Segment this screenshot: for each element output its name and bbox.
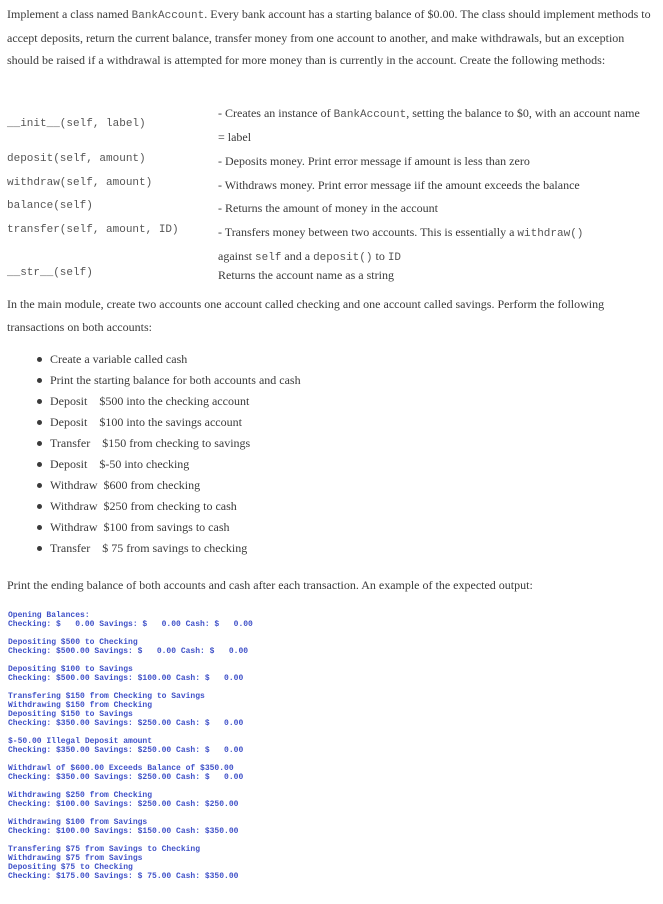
method-desc-transfer-d: to [372,249,388,263]
output-line: Transfering $75 from Savings to Checking [8,845,201,854]
method-desc-transfer-b: against [218,249,255,263]
output-block [8,692,253,728]
method-desc-transfer [218,221,648,269]
method-name-withdraw: withdraw(self, amount) [7,177,153,189]
method-row-deposit [7,148,657,172]
output-line: Withdrawing $150 from Checking [8,701,153,710]
intro-text-a: Implement a class named [7,7,132,21]
output-block [8,818,253,836]
method-row-withdraw [7,172,657,195]
method-desc-transfer-code3: deposit() [313,252,373,264]
method-row-str [7,265,657,287]
output-line: Checking: $175.00 Savings: $ 75.00 Cash: $350.00 [8,872,239,881]
method-desc-init [218,102,648,148]
method-name-transfer: transfer(self, amount, ID) [7,224,179,236]
ending-paragraph: Print the ending balance of both accounts and cash after each transaction. An example of the expected output: [7,578,533,592]
list-item: Deposit $100 into the savings account [37,412,301,433]
output-line: Checking: $350.00 Savings: $250.00 Cash: $ 0.00 [8,773,244,782]
output-line: Opening Balances: [8,611,90,620]
method-desc-transfer-code4: ID [387,252,402,264]
output-line: Checking: $100.00 Savings: $150.00 Cash: $350.00 [8,827,239,836]
method-row-balance [7,195,657,219]
output-line: Withdrawing $75 from Savings [8,854,143,863]
output-line: Checking: $100.00 Savings: $250.00 Cash: $250.00 [8,800,239,809]
list-item: Withdraw $100 from savings to cash [37,517,301,538]
list-item: Transfer $ 75 from savings to checking [37,538,301,559]
output-line: Depositing $500 to Checking [8,638,138,647]
methods-table [7,98,657,283]
output-block [8,638,253,656]
list-item: Withdraw $250 from checking to cash [37,496,301,517]
method-name-deposit: deposit(self, amount) [7,153,146,165]
list-item: Create a variable called cash [37,349,301,370]
output-block [8,665,253,683]
list-item: Deposit $500 into the checking account [37,391,301,412]
expected-output [8,611,253,890]
method-desc-transfer-code1: withdraw() [517,228,584,240]
method-row-init [7,98,657,144]
method-desc-balance: - Returns the amount of money in the account [218,201,438,215]
method-desc-deposit: - Deposits money. Print error message if amount is less than zero [218,154,530,168]
method-desc-init-a: - Creates an instance of [218,106,334,120]
output-block [8,764,253,782]
output-block [8,737,253,755]
output-line: Depositing $100 to Savings [8,665,133,674]
output-line: Checking: $500.00 Savings: $100.00 Cash: $ 0.00 [8,674,244,683]
main-module-paragraph: In the main module, create two accounts one account called checking and one account called savings. Perform the following transactions on both accounts: [7,297,605,334]
output-line: Withdrawing $100 from Savings [8,818,148,827]
class-name-code: BankAccount [131,10,205,22]
intro-text-b: . Every bank account has a starting balance of $0.00. The class should implement methods to accept deposits, return the current balance, transfer money from one account to another, and make withdrawals, but an exception should be raised if a withdrawal is attempted for more money than is currently in the account. Create the following methods: [7,7,651,67]
method-desc-transfer-code2: self [255,252,282,264]
method-desc-transfer-a: - Transfers money between two accounts. This is essentially a [218,225,518,239]
list-item: Deposit $-50 into checking [37,454,301,475]
method-desc-str: Returns the account name as a string [218,268,394,282]
output-line: Depositing $75 to Checking [8,863,133,872]
output-block [8,845,253,881]
output-line: Checking: $350.00 Savings: $250.00 Cash: $ 0.00 [8,746,244,755]
output-line: Depositing $150 to Savings [8,710,133,719]
list-item: Withdraw $600 from checking [37,475,301,496]
output-line: Checking: $350.00 Savings: $250.00 Cash: $ 0.00 [8,719,244,728]
method-desc-init-b: , setting the balance to $0, with an account name = label [218,106,640,144]
output-line: Checking: $500.00 Savings: $ 0.00 Cash: $ 0.00 [8,647,249,656]
output-block [8,611,253,629]
output-block [8,791,253,809]
method-desc-transfer-c: and a [281,249,314,263]
method-name-str: __str__(self) [7,267,93,279]
list-item: Transfer $150 from checking to savings [37,433,301,454]
output-line: Withdrawing $250 from Checking [8,791,153,800]
output-line: Checking: $ 0.00 Savings: $ 0.00 Cash: $ 0.00 [8,620,253,629]
transaction-list [37,349,301,559]
list-item: Print the starting balance for both accounts and cash [37,370,301,391]
method-row-transfer [7,219,657,265]
intro-paragraph [7,3,652,71]
method-name-balance: balance(self) [7,200,93,212]
method-desc-withdraw: - Withdraws money. Print error message iif the amount exceeds the balance [218,178,580,192]
output-line: Withdrawl of $600.00 Exceeds Balance of $350.00 [8,764,234,773]
method-desc-init-code: BankAccount [333,109,407,121]
method-name-init: __init__(self, label) [7,118,146,130]
output-line: $-50.00 Illegal Deposit amount [8,737,153,746]
output-line: Transfering $150 from Checking to Savings [8,692,205,701]
